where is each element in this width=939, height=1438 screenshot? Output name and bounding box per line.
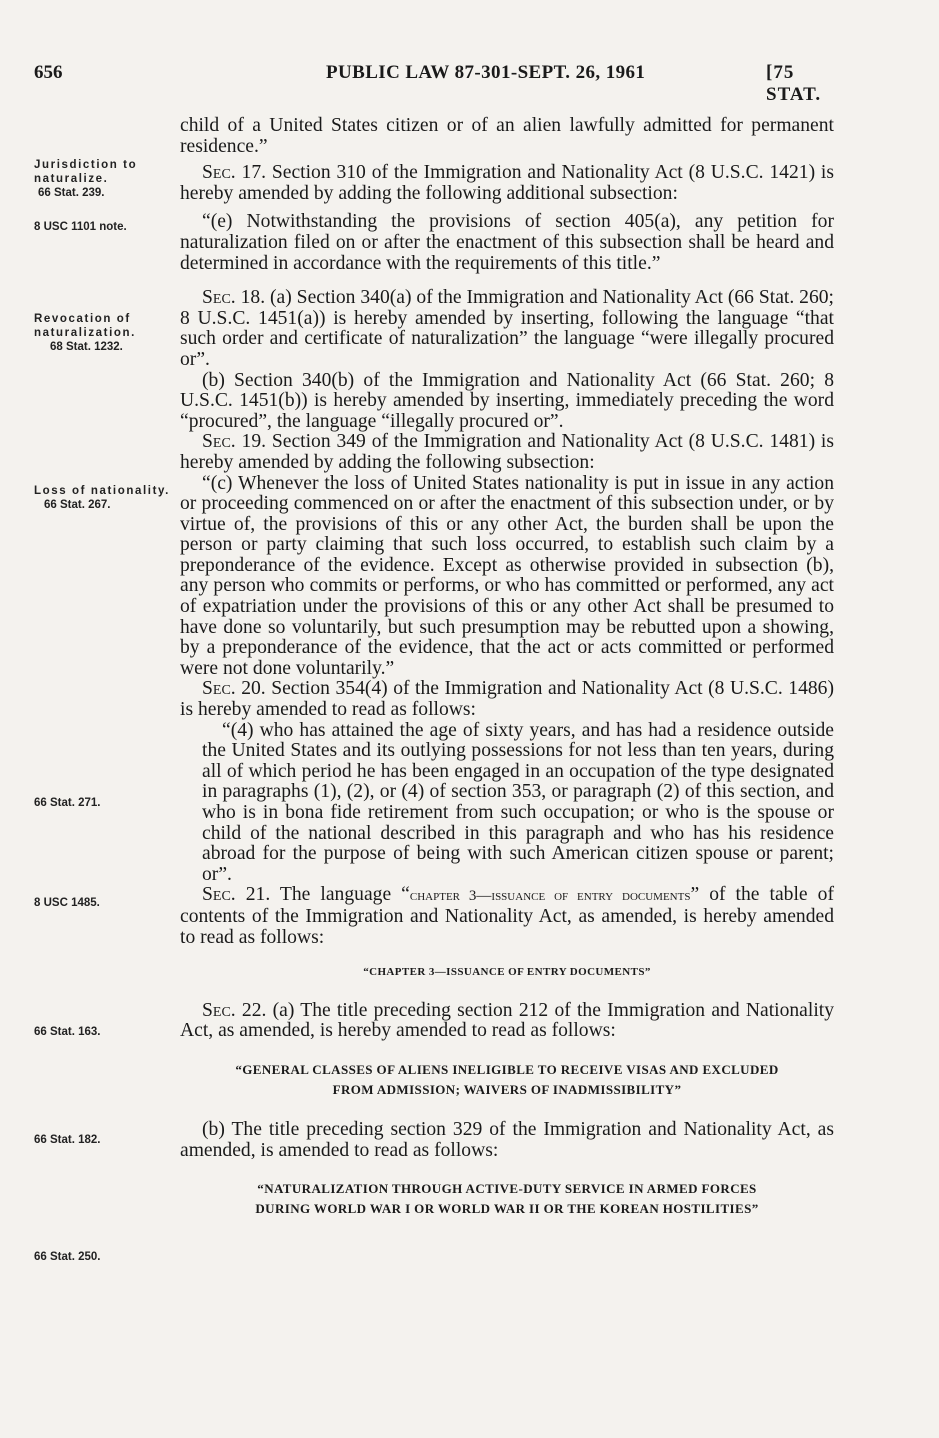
section-18-b: (b) Section 340(b) of the Immigration and Nationality Act (66 Stat. 260; 8 U.S.C. 1451(b)) is hereby amended by inserting, immediately preceding the word “procured”, the language “illegally procured or”. <box>180 369 834 432</box>
margin-note-66-stat-271: 66 Stat. 271. <box>34 797 101 809</box>
paragraph-continuation: child of a United States citizen or of an alien lawfully admitted for permanent residence.” <box>180 115 834 157</box>
section-19 <box>180 432 834 473</box>
heading-section-212 <box>180 1060 834 1100</box>
page-number: 656 <box>34 62 63 83</box>
section-17-quote: “(e) Notwithstanding the provisions of section 405(a), any petition for naturalization filed on or after the enactment of this subsection shall be heard and determined in accordance with the requirements of this title.” <box>180 211 834 274</box>
section-19-label: Sec. <box>202 431 236 453</box>
section-20-text: 20. Section 354(4) of the Immigration and Nationality Act (8 U.S.C. 1486) is hereby amended to read as follows: <box>180 678 834 721</box>
section-20 <box>180 679 834 720</box>
heading-section-212-line-2: FROM ADMISSION; WAIVERS OF INADMISSIBILITY” <box>332 1081 682 1097</box>
section-18-label: Sec. <box>202 287 236 309</box>
section-18 <box>180 288 834 370</box>
header-title: PUBLIC LAW 87-301-SEPT. 26, 1961 <box>326 62 646 83</box>
section-19-text: 19. Section 349 of the Immigration and Nationality Act (8 U.S.C. 1481) is hereby amended by adding the following subsection: <box>180 431 834 473</box>
margin-note-revocation <box>34 312 172 354</box>
section-20-label: Sec. <box>202 678 236 700</box>
margin-note-66-stat-182: 66 Stat. 182. <box>34 1134 101 1146</box>
section-21-caption: chapter 3—issuance of entry documents <box>409 888 691 905</box>
margin-note-jurisdiction-ref: 66 Stat. 239. <box>38 187 105 199</box>
margin-note-usc-1101: 8 USC 1101 note. <box>34 221 127 233</box>
section-21-text-b: ” of the table of contents of the Immigration and Nationality Act, as amended, is hereby amended to read as follows: <box>180 884 834 948</box>
margin-note-loss-ref: 66 Stat. 267. <box>44 499 111 511</box>
running-header <box>34 62 846 105</box>
header-stat-volume: [75 STAT. <box>766 62 822 105</box>
margin-note-usc-1485: 8 USC 1485. <box>34 897 100 909</box>
section-22-label: Sec. <box>202 999 236 1021</box>
section-21 <box>180 885 834 948</box>
heading-section-212-line-1: “GENERAL CLASSES OF ALIENS INELIGIBLE TO RECEIVE VISAS AND EXCLUDED <box>235 1061 779 1077</box>
section-22 <box>180 1001 834 1042</box>
section-22-b: (b) The title preceding section 329 of the Immigration and Nationality Act, as amended, is amended to read as follows: <box>180 1118 834 1161</box>
section-18-text: 18. (a) Section 340(a) of the Immigration and Nationality Act (66 Stat. 260; 8 U.S.C. 1451(a)) is hereby amended by inserting, following the language “that such order and certificate of naturalization” the language “were illegally procured or”. <box>180 287 834 370</box>
heading-section-329 <box>180 1179 834 1219</box>
section-20-quote: “(4) who has attained the age of sixty years, and has had a residence outside the United States and its outlying possessions for not less than ten years, during all of which period he has been engaged in an occupation of the type designated in paragraphs (1), (2), or (4) of section 353, or paragraph (2) of this section, and who is in bona fide retirement from such occupation; or who is the spouse or child of the national described in this paragraph and who has his residence abroad for the purpose of being with such American citizen spouse or parent; or”. <box>202 719 834 885</box>
section-19-quote: “(c) Whenever the loss of United States nationality is put in issue in any action or proceeding commenced on or after the enactment of this subsection under, or by virtue of, the provisions of this or any other Act, the burden shall be upon the person or party claiming that such loss occurred, to establish such claim by a preponderance of the evidence. Except as otherwise provided in subsection (b), any person who commits or performs, or who has committed or performed, any act of expatriation under the provisions of this or any other Act shall be presumed to have done so voluntarily, but such presumption may be rebutted upon a showing, by a preponderance of the evidence, that the act or acts committed or performed were not done voluntarily.” <box>180 472 834 679</box>
section-17 <box>180 163 834 204</box>
heading-section-329-line-1: “NATURALIZATION THROUGH ACTIVE-DUTY SERVICE IN ARMED FORCES <box>257 1181 757 1197</box>
heading-chapter-3: “CHAPTER 3—ISSUANCE OF ENTRY DOCUMENTS” <box>363 966 651 979</box>
margin-note-66-stat-250: 66 Stat. 250. <box>34 1251 101 1263</box>
section-17-label: Sec. <box>202 162 236 184</box>
margin-note-revocation-title: Revocation of naturalization. <box>34 313 136 339</box>
margin-note-loss-title: Loss of nationality. <box>34 485 170 497</box>
section-21-text-a: 21. The language “ <box>235 884 410 906</box>
margin-note-66-stat-163: 66 Stat. 163. <box>34 1026 101 1038</box>
section-17-text: 17. Section 310 of the Immigration and Nationality Act (8 U.S.C. 1421) is hereby amended by adding the following additional subsection: <box>180 162 834 204</box>
heading-section-329-line-2: DURING WORLD WAR I OR WORLD WAR II OR THE KOREAN HOSTILITIES” <box>255 1201 759 1217</box>
margin-note-jurisdiction <box>34 158 172 200</box>
margin-note-revocation-ref: 68 Stat. 1232. <box>50 341 123 353</box>
body-text <box>180 116 834 1233</box>
section-22-text: 22. (a) The title preceding section 212 of the Immigration and Nationality Act, as amended, is hereby amended to read as follows: <box>180 999 834 1042</box>
section-21-label: Sec. <box>202 884 236 906</box>
margin-note-jurisdiction-title: Jurisdiction to naturalize. <box>34 159 138 185</box>
margin-note-loss <box>34 484 172 512</box>
